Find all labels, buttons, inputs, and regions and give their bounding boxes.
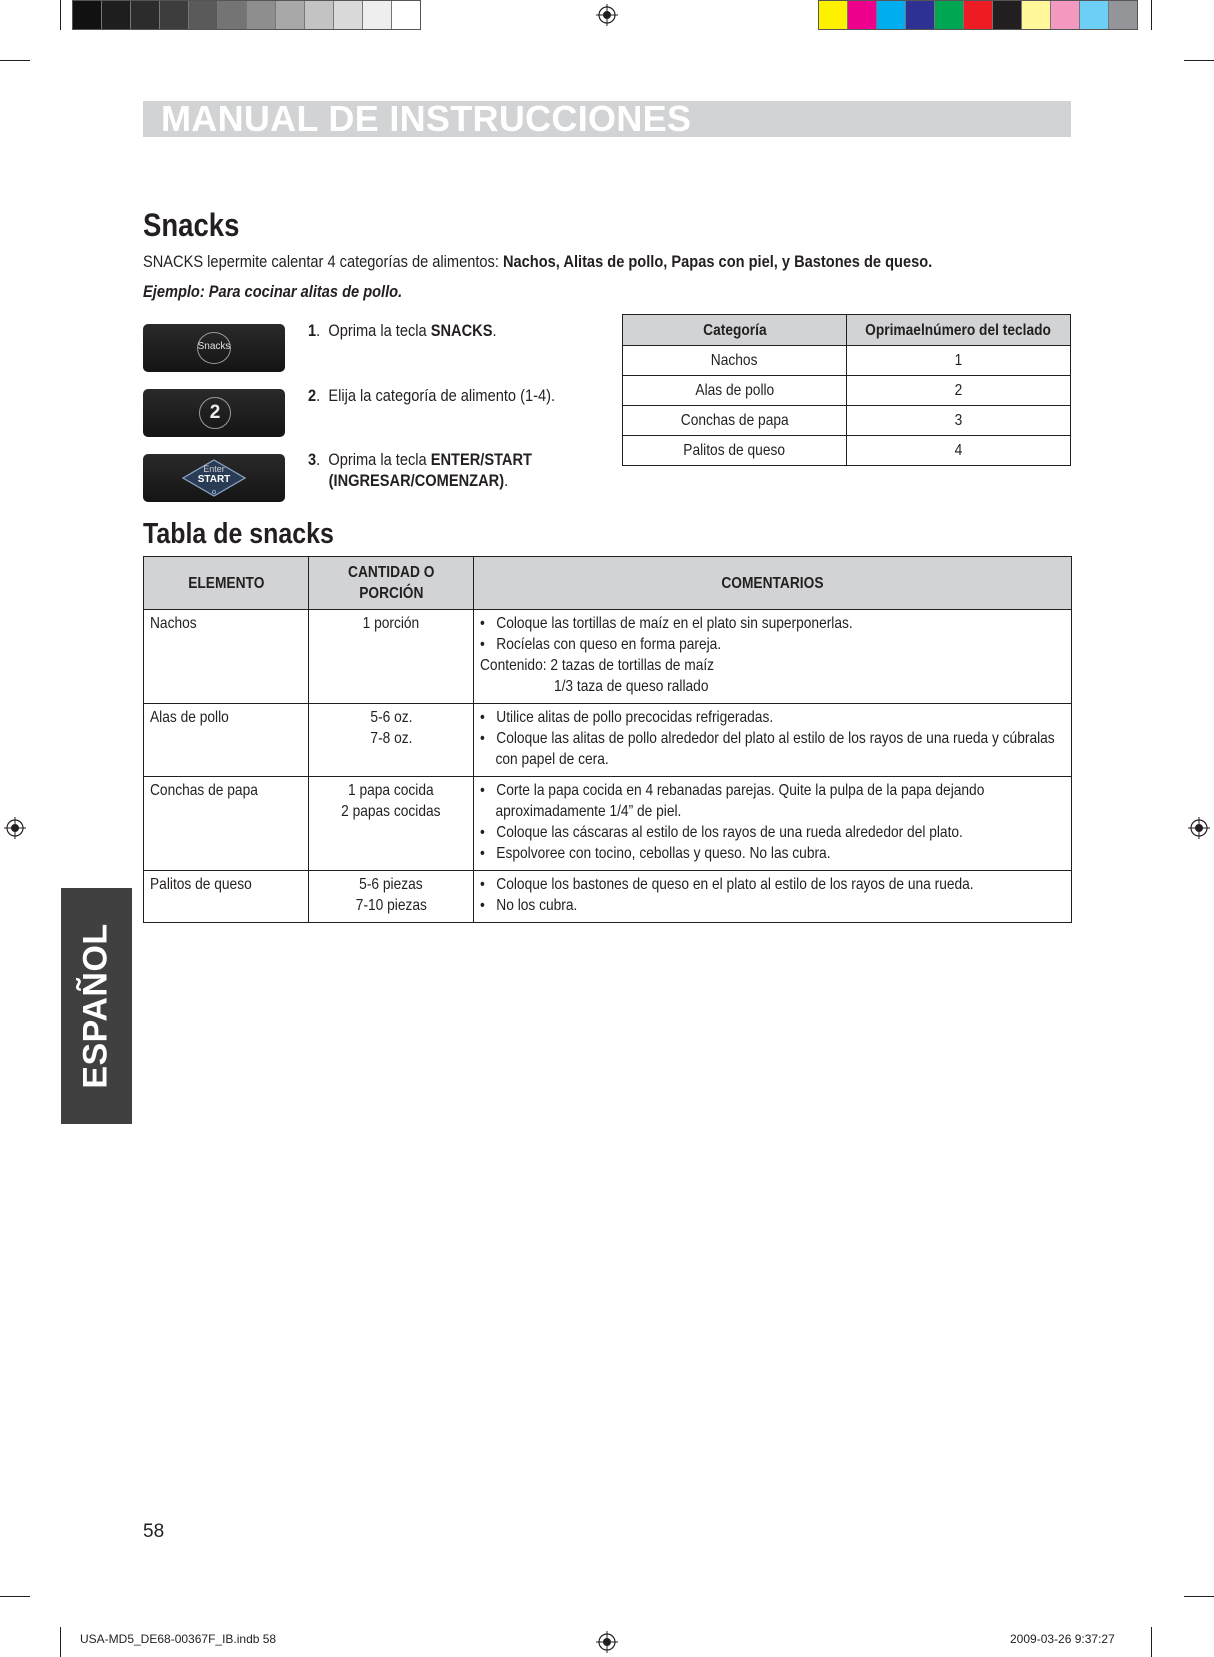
manual-title: MANUAL DE INSTRUCCIONES bbox=[161, 98, 692, 139]
step-bold: (INGRESAR/COMENZAR) bbox=[328, 471, 505, 490]
table-cell: Alas de pollo bbox=[623, 376, 847, 406]
column-header: Oprimaelnúmero del teclado bbox=[847, 315, 1071, 346]
table-row bbox=[623, 436, 1071, 466]
column-header-quantity: CANTIDAD O PORCIÓN bbox=[309, 557, 474, 610]
language-tab-label: ESPAÑOL bbox=[76, 923, 115, 1089]
example-line: Ejemplo: Para cocinar alitas de pollo. bbox=[143, 282, 403, 301]
crop-mark bbox=[0, 60, 30, 61]
language-tab bbox=[61, 888, 132, 1124]
bullet-item: • Coloque los bastones de queso en el plato al estilo de los rayos de una rueda. bbox=[480, 876, 974, 893]
step-bold: ENTER/START bbox=[430, 450, 532, 469]
category-table bbox=[622, 314, 1071, 466]
table-row bbox=[144, 871, 1072, 923]
color-swatch bbox=[392, 1, 420, 29]
color-swatch bbox=[218, 1, 247, 29]
color-swatch bbox=[935, 1, 964, 29]
color-swatch bbox=[363, 1, 392, 29]
crop-mark bbox=[1184, 1596, 1214, 1597]
crop-mark bbox=[60, 0, 61, 30]
bullet-item: • Corte la papa cocida en 4 rebanadas parejas. Quite la pulpa de la papa dejando aproximadamente 1/4” de piel. bbox=[480, 782, 985, 820]
step-bold: SNACKS bbox=[430, 321, 493, 340]
element-cell: Alas de pollo bbox=[144, 704, 309, 777]
color-swatch bbox=[189, 1, 218, 29]
table-row bbox=[623, 376, 1071, 406]
table-row bbox=[144, 777, 1072, 871]
table-row bbox=[623, 346, 1071, 376]
crop-mark bbox=[60, 1627, 61, 1657]
table-cell: 3 bbox=[847, 406, 1071, 436]
table-header-row bbox=[623, 315, 1071, 346]
color-swatch bbox=[819, 1, 848, 29]
element-cell: Palitos de queso bbox=[144, 871, 309, 923]
color-swatch bbox=[964, 1, 993, 29]
color-swatch bbox=[877, 1, 906, 29]
crop-mark bbox=[1151, 0, 1152, 30]
enter-key-label: Enter bbox=[203, 464, 225, 474]
step-number: 1 bbox=[308, 321, 317, 340]
process-color-bar bbox=[818, 0, 1138, 30]
contents-line: Contenido: 2 tazas de tortillas de maíz bbox=[480, 657, 715, 674]
snacks-key[interactable] bbox=[143, 324, 285, 372]
table-cell: 2 bbox=[847, 376, 1071, 406]
number-key-label: 2 bbox=[199, 397, 231, 429]
color-swatch bbox=[131, 1, 160, 29]
table-row bbox=[144, 704, 1072, 777]
color-swatch bbox=[1109, 1, 1137, 29]
crop-mark bbox=[1184, 60, 1214, 61]
table-row bbox=[623, 406, 1071, 436]
table-cell: 1 bbox=[847, 346, 1071, 376]
column-header: Categoría bbox=[623, 315, 847, 346]
bullet-item: • Coloque las tortillas de maíz en el plato sin superponerlas. bbox=[480, 615, 853, 632]
step-number: 3 bbox=[308, 450, 317, 469]
color-swatch bbox=[247, 1, 276, 29]
bullet-item: • Coloque las alitas de pollo alrededor del plato al estilo de los rayos de una rueda y cúbralas con papel de cera. bbox=[480, 730, 1055, 768]
comments-cell bbox=[474, 777, 1072, 871]
table-cell: Nachos bbox=[623, 346, 847, 376]
step-text: Elija la categoría de alimento (1-4). bbox=[328, 386, 556, 405]
table-row bbox=[144, 610, 1072, 704]
footer-datetime: 2009-03-26 9:37:27 bbox=[1010, 1632, 1115, 1646]
crop-mark bbox=[0, 1596, 30, 1597]
snack-table bbox=[143, 556, 1072, 923]
comments-cell bbox=[474, 610, 1072, 704]
color-swatch bbox=[305, 1, 334, 29]
color-swatch bbox=[1080, 1, 1109, 29]
footer-file-name: USA-MD5_DE68-00367F_IB.indb 58 bbox=[80, 1632, 277, 1646]
step-text: Oprima la tecla bbox=[328, 321, 431, 340]
registration-mark-icon bbox=[4, 817, 26, 839]
section-intro bbox=[143, 251, 932, 273]
color-swatch bbox=[848, 1, 877, 29]
quantity-cell: 1 porción bbox=[309, 610, 474, 704]
crop-mark bbox=[1151, 1627, 1152, 1657]
registration-mark-icon bbox=[1188, 817, 1210, 839]
element-cell: Conchas de papa bbox=[144, 777, 309, 871]
quantity-cell: 1 papa cocida 2 papas cocidas bbox=[309, 777, 474, 871]
registration-mark-icon bbox=[596, 1631, 618, 1653]
start-key-label: START bbox=[197, 474, 231, 485]
bullet-item: • Coloque las cáscaras al estilo de los rayos de una rueda alrededor del plato. bbox=[480, 824, 963, 841]
color-swatch bbox=[906, 1, 935, 29]
color-swatch bbox=[160, 1, 189, 29]
step-text: Oprima la tecla bbox=[328, 450, 431, 469]
quantity-cell: 5-6 piezas 7-10 piezas bbox=[309, 871, 474, 923]
table-cell: Conchas de papa bbox=[623, 406, 847, 436]
table-cell: 4 bbox=[847, 436, 1071, 466]
quantity-cell: 5-6 oz. 7-8 oz. bbox=[309, 704, 474, 777]
comments-cell bbox=[474, 704, 1072, 777]
registration-mark-icon bbox=[596, 4, 618, 26]
contents-line: 1/3 taza de queso rallado bbox=[553, 678, 709, 695]
section-title: Snacks bbox=[143, 207, 240, 243]
bullet-item: • Utilice alitas de pollo precocidas refrigeradas. bbox=[480, 709, 774, 726]
step-punct: . bbox=[504, 471, 509, 490]
intro-text: SNACKS lepermite calentar 4 categorías de alimentos: bbox=[143, 252, 503, 271]
snacks-key-label: Snacks bbox=[197, 341, 231, 352]
step-punct: . bbox=[492, 321, 497, 340]
page-number: 58 bbox=[143, 1521, 165, 1542]
bullet-item: • Espolvoree con tocino, cebollas y queso. No las cubra. bbox=[480, 845, 831, 862]
gray-color-bar bbox=[72, 0, 421, 30]
step-1: 1. Oprima la tecla SNACKS. bbox=[308, 321, 497, 340]
element-cell: Nachos bbox=[144, 610, 309, 704]
table-cell: Palitos de queso bbox=[623, 436, 847, 466]
step-number: 2 bbox=[308, 386, 317, 405]
snack-table-title: Tabla de snacks bbox=[143, 518, 334, 550]
color-swatch bbox=[276, 1, 305, 29]
table-header-row bbox=[144, 557, 1072, 610]
intro-bold-text: Nachos, Alitas de pollo, Papas con piel, y Bastones de queso. bbox=[502, 252, 933, 271]
column-header-element: ELEMENTO bbox=[144, 557, 309, 610]
color-swatch bbox=[993, 1, 1022, 29]
bullet-item: • No los cubra. bbox=[480, 897, 578, 914]
color-swatch bbox=[334, 1, 363, 29]
enter-start-key[interactable] bbox=[143, 454, 285, 502]
step-2: 2. Elija la categoría de alimento (1-4). bbox=[308, 386, 556, 405]
color-swatch bbox=[73, 1, 102, 29]
number-2-key[interactable] bbox=[143, 389, 285, 437]
comments-cell bbox=[474, 871, 1072, 923]
color-swatch bbox=[102, 1, 131, 29]
color-swatch bbox=[1022, 1, 1051, 29]
step-3: 3. Oprima la tecla ENTER/START (INGRESAR/COMENZAR). bbox=[308, 450, 532, 490]
column-header-comments: COMENTARIOS bbox=[474, 557, 1072, 610]
bullet-item: • Rocíelas con queso en forma pareja. bbox=[480, 636, 722, 653]
color-swatch bbox=[1051, 1, 1080, 29]
